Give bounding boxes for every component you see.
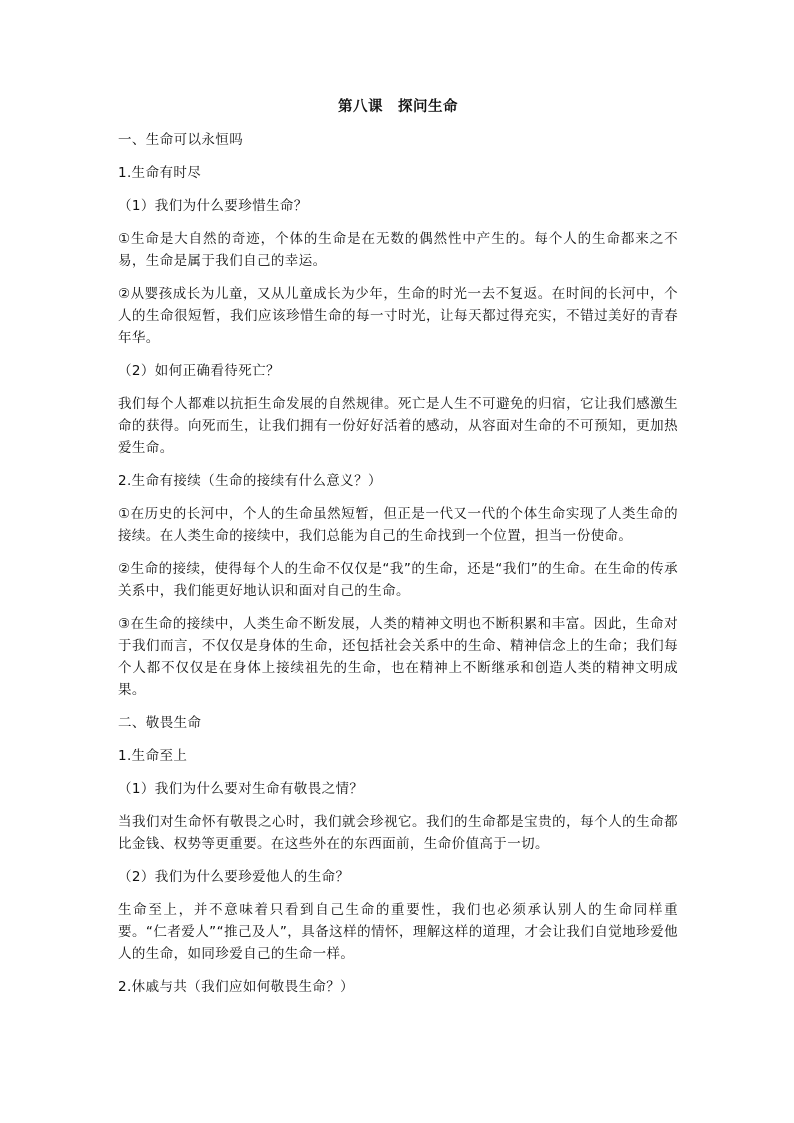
paragraph: ①生命是大自然的奇迹，个体的生命是在无数的偶然性中产生的。每个人的生命都来之不易，生命是属于我们自己的幸运。 (118, 231, 678, 269)
subsection-heading-2-1: 1.生命至上 (118, 748, 188, 764)
document-page (118, 96, 678, 1009)
paragraph: 当我们对生命怀有敬畏之心时，我们就会珍视它。我们的生命都是宝贵的，每个人的生命都比金钱、权势等更重要。在这些外在的东西面前，生命价值高于一切。 (118, 814, 678, 852)
question-heading: （2）我们为什么要珍爱他人的生命？ (118, 869, 350, 885)
subsection-heading-1-1: 1.生命有时尽 (118, 165, 202, 181)
paragraph: ③在生命的接续中，人类生命不断发展，人类的精神文明也不断积累和丰富。因此，生命对于我们而言，不仅仅是身体的生命，还包括社会关系中的生命、精神信念上的生命；我们每个人都不仅仅是在身体上接续祖先的生命，也在精神上不断继承和创造人类的精神文明成果。 (118, 616, 678, 698)
page-title: 第八课 探问生命 (338, 99, 458, 115)
subsection-heading-1-2: 2.生命有接续（生命的接续有什么意义？） (118, 473, 382, 489)
question-heading: （2）如何正确看待死亡？ (118, 363, 280, 379)
section-heading-1: 一、生命可以永恒吗 (118, 132, 244, 148)
paragraph: ②从婴孩成长为儿童，又从儿童成长为少年，生命的时光一去不复返。在时间的长河中，个人的生命很短暂，我们应该珍惜生命的每一寸时光，让每天都过得充实，不错过美好的青春年华。 (118, 286, 678, 346)
paragraph: ①在历史的长河中，个人的生命虽然短暂，但正是一代又一代的个体生命实现了人类生命的接续。在人类生命的接续中，我们总能为自己的生命找到一个位置，担当一份使命。 (118, 506, 678, 544)
question-heading: （1）我们为什么要珍惜生命？ (118, 198, 308, 214)
question-heading: （1）我们为什么要对生命有敬畏之情？ (118, 781, 364, 797)
paragraph: 生命至上，并不意味着只看到自己生命的重要性，我们也必须承认别人的生命同样重要。“仁者爱人”“推己及人”，具备这样的情怀，理解这样的道理，才会让我们自觉地珍爱他人的生命，如同珍爱自己的生命一样。 (118, 902, 678, 962)
subsection-heading-2-2: 2.休戚与共（我们应如何敬畏生命？） (118, 979, 355, 995)
section-heading-2: 二、敬畏生命 (118, 715, 202, 731)
paragraph: ②生命的接续，使得每个人的生命不仅仅是“我”的生命，还是“我们”的生命。在生命的传承关系中，我们能更好地认识和面对自己的生命。 (118, 561, 678, 599)
paragraph: 我们每个人都难以抗拒生命发展的自然规律。死亡是人生不可避免的归宿，它让我们感激生命的获得。向死而生，让我们拥有一份好好活着的感动，从容面对生命的不可预知，更加热爱生命。 (118, 396, 678, 456)
